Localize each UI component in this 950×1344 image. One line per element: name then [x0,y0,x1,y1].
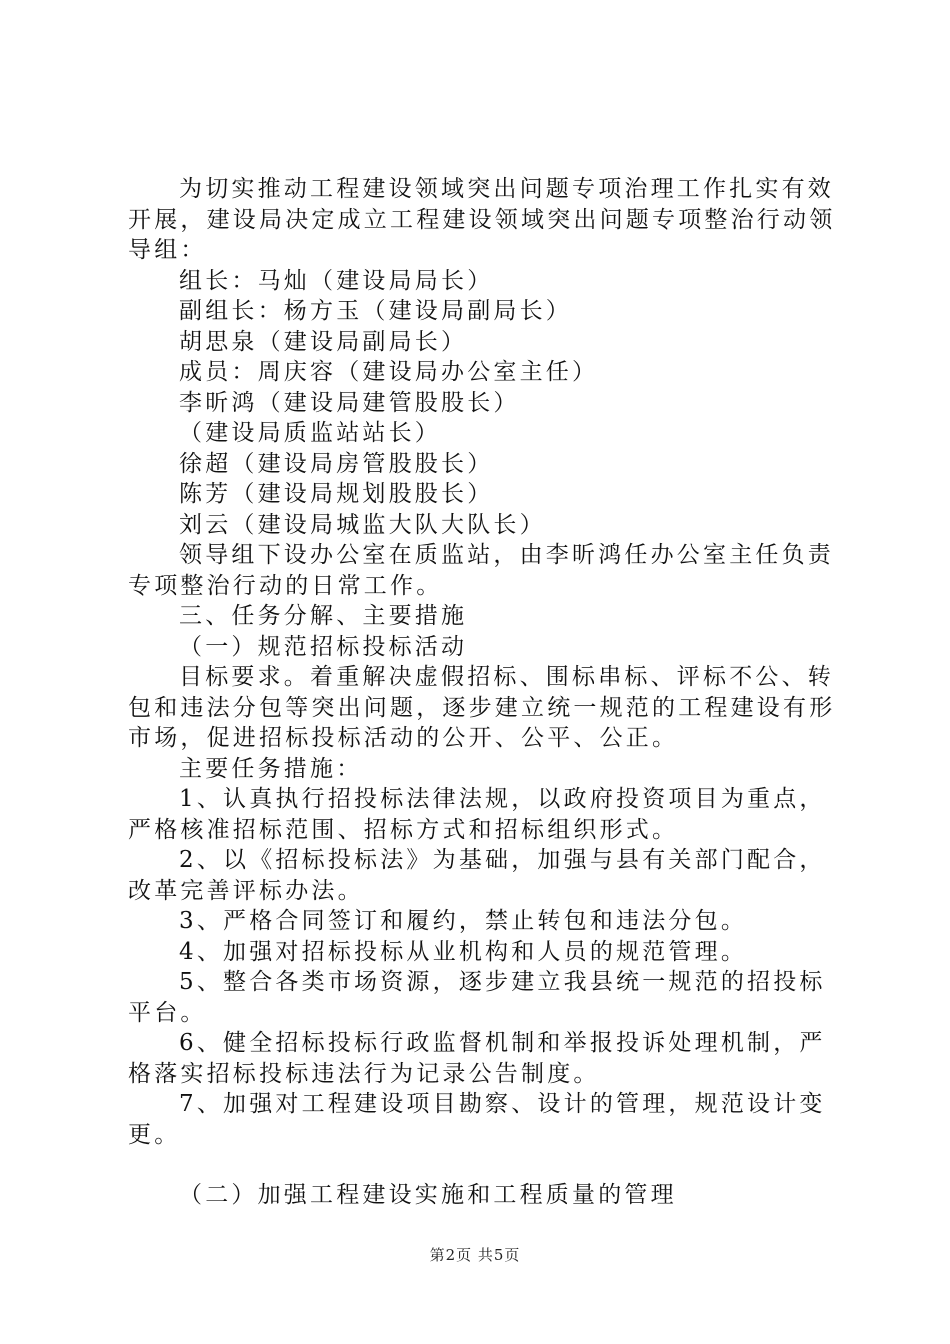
paragraph-measures-title: 主要任务措施： [179,755,363,782]
paragraph-deputy-leader: 副组长：杨方玉（建设局副局长） [179,298,572,324]
paragraph-office: 领导组下设办公室在质监站，由李昕鸿任办公室主任负责专项整治行动的日常工作。 [128,542,834,599]
measure-item-3: 3、严格合同签订和履约，禁止转包和违法分包。 [179,908,748,934]
measure-item-5: 5、整合各类市场资源，逐步建立我县统一规范的招投标平台。 [128,969,826,1026]
page-number-footer: 第2页 共5页 [429,1246,521,1264]
paragraph-member-5: 陈芳（建设局规划股股长） [179,481,494,507]
paragraph-intro: 为切实推动工程建设领域突出问题专项治理工作扎实有效开展，建设局决定成立工程建设领域突出问题专项整治行动领导组： [128,176,836,263]
paragraph-member-1: 成员：周庆容（建设局办公室主任） [179,359,599,385]
measure-item-1: 1、认真执行招投标法律法规，以政府投资项目为重点，严格核准招标范围、招标方式和招标组织形式。 [128,786,826,843]
paragraph-member-3: （建设局质监站站长） [179,420,441,446]
paragraph-leader: 组长：马灿（建设局局长） [179,267,494,294]
section-heading-3: 三、任务分解、主要措施 [179,603,468,629]
subsection-heading-2: （二）加强工程建设实施和工程质量的管理 [179,1182,677,1208]
paragraph-member-4: 徐超（建设局房管股股长） [179,450,494,477]
measure-item-7: 7、加强对工程建设项目勘察、设计的管理，规范设计变更。 [128,1091,826,1148]
measure-item-2: 2、以《招标投标法》为基础，加强与县有关部门配合，改革完善评标办法。 [128,847,826,904]
subsection-heading-1: （一）规范招标投标活动 [179,633,468,660]
measure-item-6: 6、健全招标投标行政监督机制和举报投诉处理机制，严格落实招标投标违法行为记录公告制度。 [128,1030,826,1087]
paragraph-goals: 目标要求。着重解决虚假招标、围标串标、评标不公、转包和违法分包等突出问题，逐步建立统一规范的工程建设有形市场，促进招标投标活动的公开、公平、公正。 [128,664,836,751]
paragraph-member-6: 刘云（建设局城监大队大队长） [179,511,546,538]
paragraph-member-2: 李昕鸿（建设局建管股股长） [179,389,520,416]
paragraph-deputy-leader-2: 胡思泉（建设局副局长） [179,328,468,355]
measure-item-4: 4、加强对招标投标从业机构和人员的规范管理。 [179,938,748,965]
document-body [128,174,838,1211]
